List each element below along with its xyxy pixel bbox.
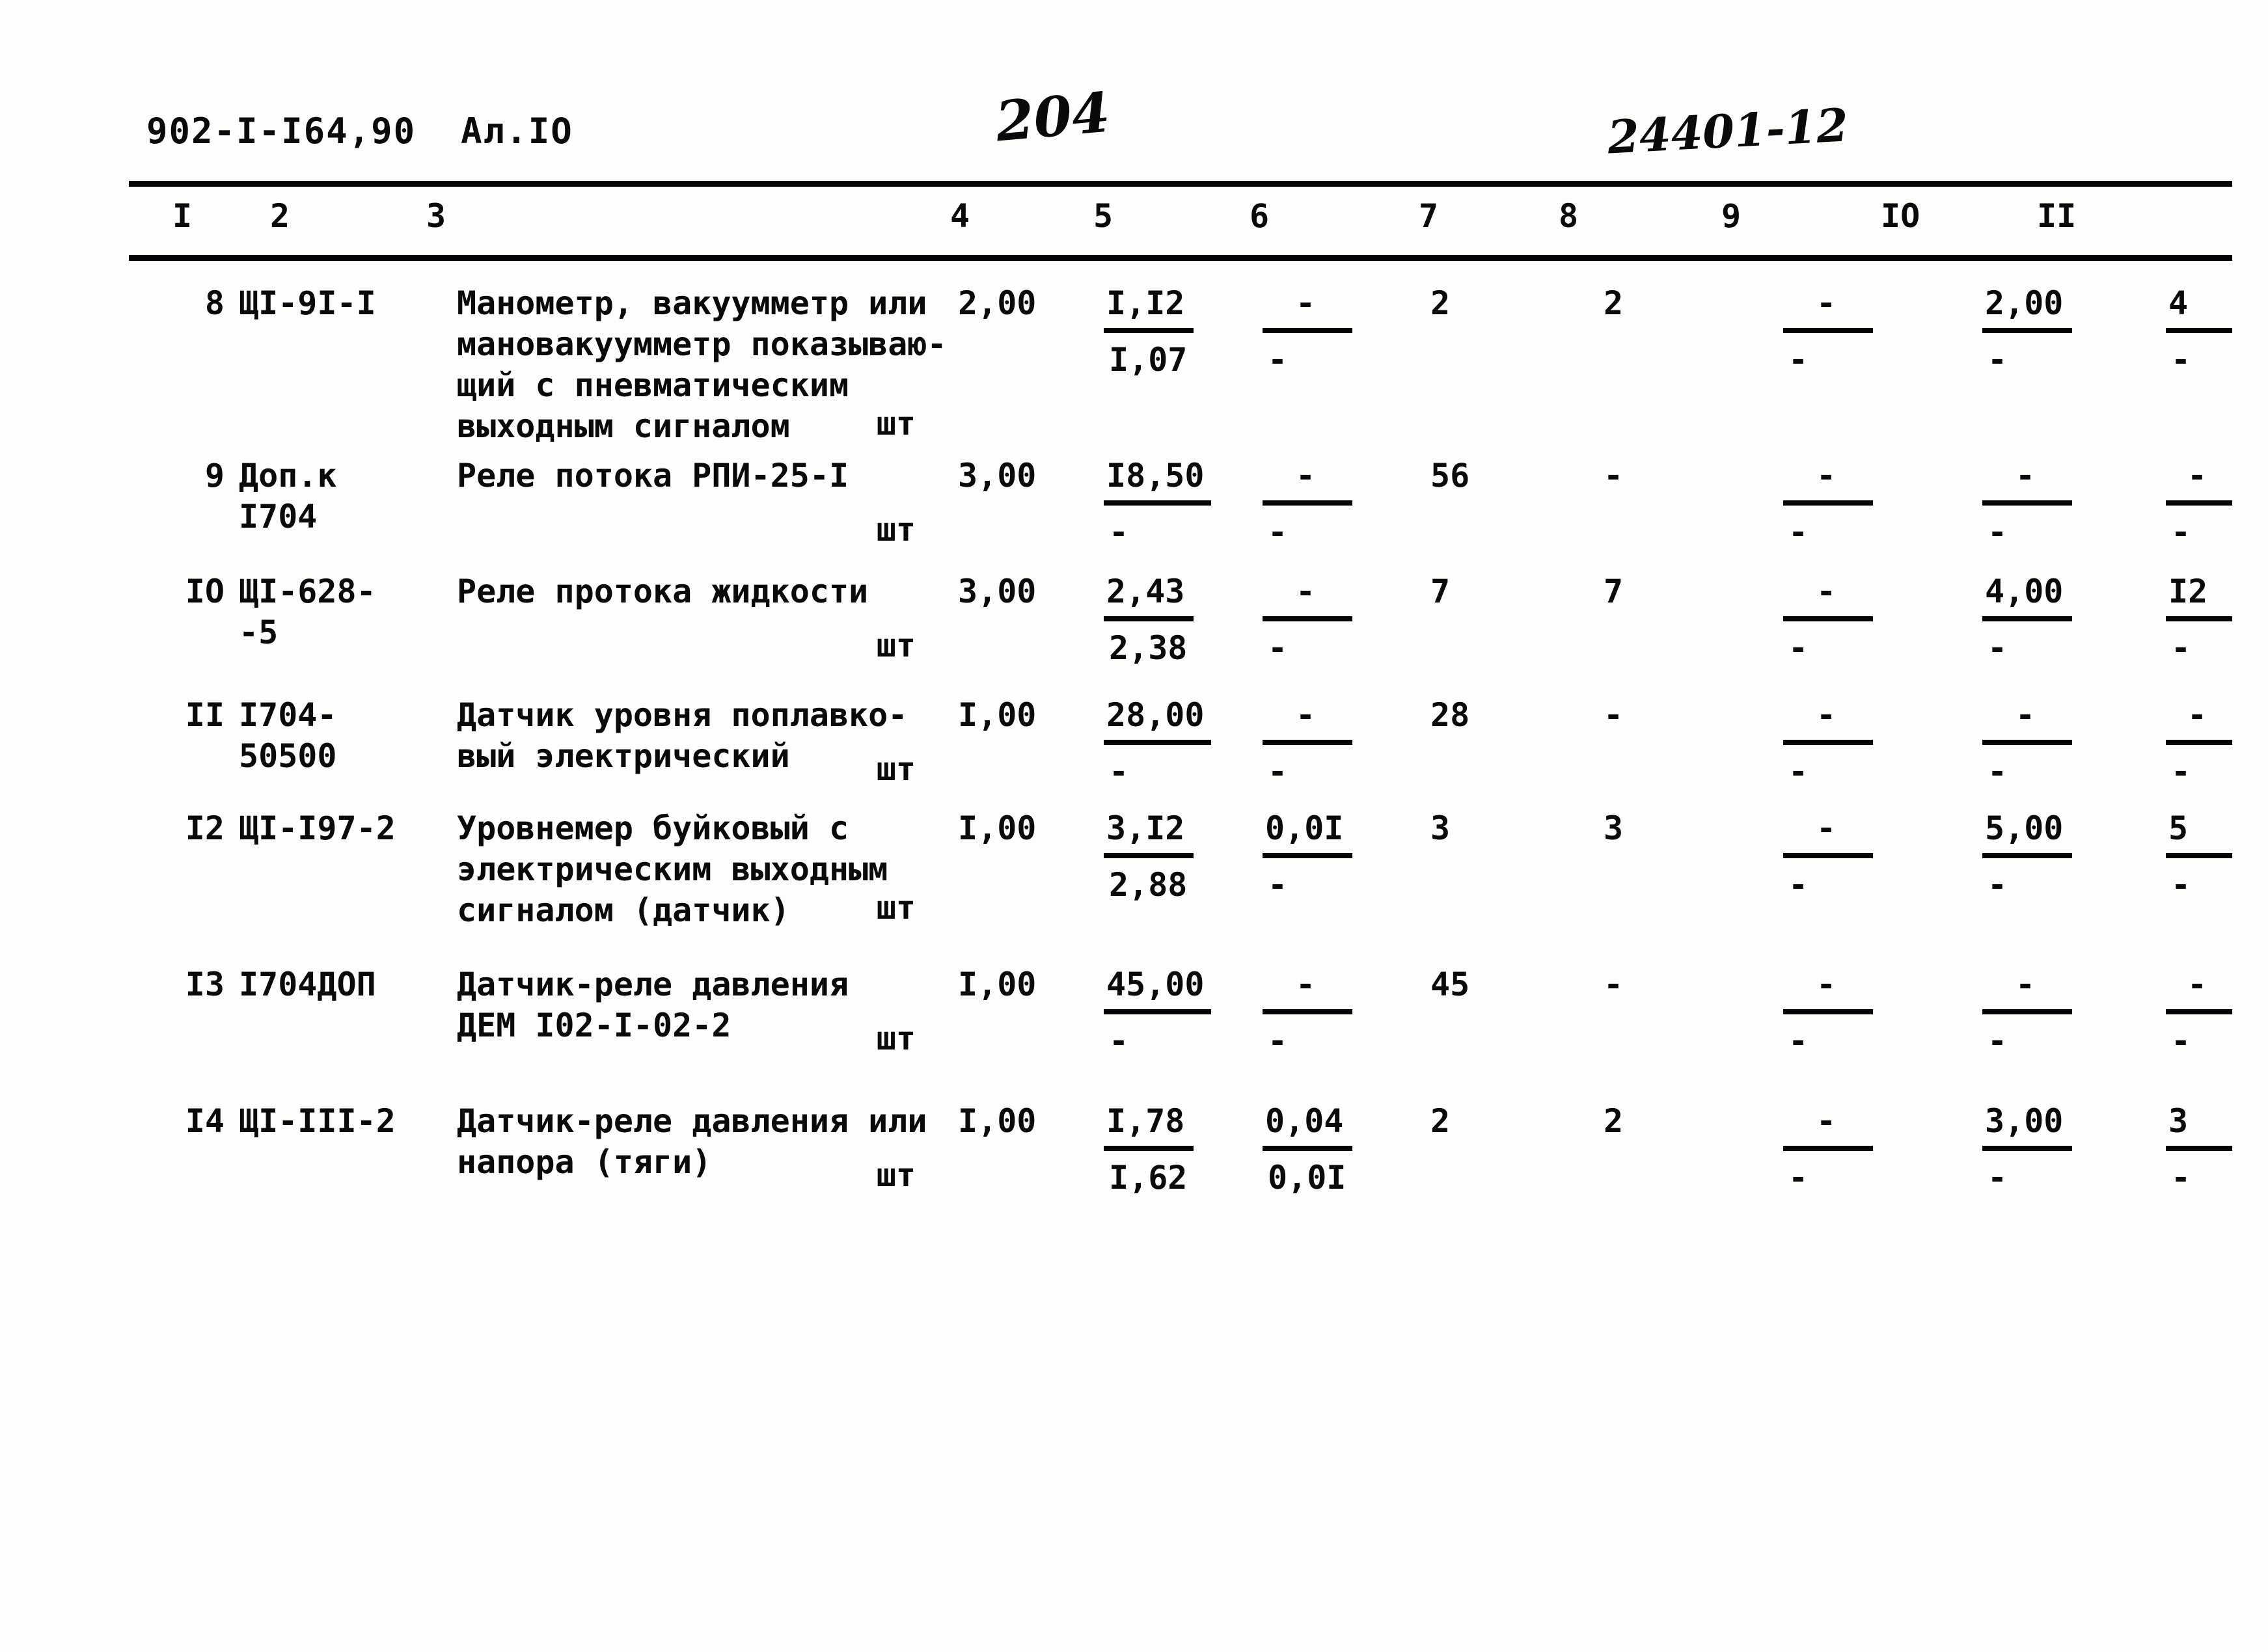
underlined-value: - xyxy=(1783,808,1873,858)
row-description-cell xyxy=(457,283,951,447)
cell-col9 xyxy=(1753,455,1946,553)
cell-col4: 2,00 xyxy=(958,284,1037,322)
cell-col7: 2 xyxy=(1430,1102,1451,1140)
underlined-value: 2,00 xyxy=(1982,283,2072,333)
cell-col9 xyxy=(1753,571,1946,669)
cell-col7: 2 xyxy=(1430,284,1451,322)
row-code xyxy=(239,695,457,792)
row-description-cell xyxy=(457,964,951,1062)
cell-col10 xyxy=(1946,808,2158,931)
fraction-bottom: - xyxy=(2171,1022,2191,1060)
cell-col9 xyxy=(1753,964,1946,1062)
underlined-value: - xyxy=(1263,455,1352,506)
text-line: I704 xyxy=(239,498,318,535)
cell-col8: 2 xyxy=(1604,284,1624,322)
fraction-bottom: 2,88 xyxy=(1109,866,1188,904)
fraction-top xyxy=(1982,808,2158,858)
cell-col6 xyxy=(1260,695,1412,792)
row-unit: шт xyxy=(876,889,916,927)
cell-col11 xyxy=(2158,964,2268,1062)
cell-col9 xyxy=(1753,808,1946,931)
row-code xyxy=(239,808,457,931)
row-description-cell xyxy=(457,808,951,931)
cell-col5 xyxy=(1101,808,1260,931)
fraction-bottom: - xyxy=(1268,1022,1288,1060)
column-header-2: 2 xyxy=(270,197,290,235)
fraction-top xyxy=(1783,1101,1946,1151)
table-row xyxy=(166,571,2268,669)
text-line: щий с пневматическим xyxy=(457,366,849,404)
fraction-bottom: - xyxy=(1268,629,1288,667)
underlined-value: - xyxy=(1263,283,1352,333)
cell-col4: I,00 xyxy=(958,966,1037,1003)
cell-col8: - xyxy=(1604,457,1624,494)
underlined-value: - xyxy=(1263,695,1352,745)
fraction-top xyxy=(1263,808,1412,858)
table-row xyxy=(166,695,2268,792)
fraction-bottom: - xyxy=(2171,341,2191,379)
row-number: 9 xyxy=(204,457,225,494)
table-header-rule xyxy=(129,255,2232,261)
cell-col6 xyxy=(1260,571,1412,669)
fraction-top xyxy=(1783,283,1946,333)
text-line: -5 xyxy=(239,614,279,651)
text-line: ЩI-628- xyxy=(239,573,376,610)
underlined-value: - xyxy=(1263,571,1352,621)
cell-col5 xyxy=(1101,283,1260,447)
text-line: Доп.к xyxy=(239,457,337,494)
underlined-value: 0,0I xyxy=(1263,808,1352,858)
fraction-top xyxy=(1263,571,1412,621)
fraction-bottom: - xyxy=(1268,513,1288,551)
underlined-value: - xyxy=(1783,283,1873,333)
table-top-rule xyxy=(129,181,2232,187)
row-number: I3 xyxy=(185,966,225,1003)
column-header-11: II xyxy=(2037,197,2077,235)
fraction-bottom: - xyxy=(1788,341,1809,379)
column-header-1: I xyxy=(172,197,193,235)
fraction-top xyxy=(2166,695,2268,745)
column-header-4: 4 xyxy=(950,197,970,235)
underlined-value: - xyxy=(2166,964,2232,1014)
cell-col4: I,00 xyxy=(958,696,1037,734)
cell-col7: 56 xyxy=(1430,457,1470,494)
cell-col10 xyxy=(1946,571,2158,669)
fraction-bottom: - xyxy=(1788,1022,1809,1060)
text-line: выходным сигналом xyxy=(457,407,790,445)
cell-col5 xyxy=(1101,455,1260,553)
row-code xyxy=(239,283,457,447)
fraction-top xyxy=(1982,964,2158,1014)
text-line: Уровнемер буйковый с xyxy=(457,809,849,847)
fraction-bottom: - xyxy=(1268,341,1288,379)
row-number: 8 xyxy=(204,284,225,322)
fraction-bottom: - xyxy=(1788,753,1809,791)
table-row xyxy=(166,964,2268,1062)
text-line: I704ДОП xyxy=(239,966,376,1003)
row-description-cell xyxy=(457,1101,951,1198)
column-header-7: 7 xyxy=(1419,197,1439,235)
fraction-bottom: 2,38 xyxy=(1109,629,1188,667)
underlined-value: I2 xyxy=(2166,571,2232,621)
underlined-value: 3,I2 xyxy=(1104,808,1194,858)
cell-col9 xyxy=(1753,283,1946,447)
row-description-cell xyxy=(457,571,951,669)
row-description-cell xyxy=(457,455,951,553)
text-line: Датчик уровня поплавко- xyxy=(457,696,908,734)
underlined-value: - xyxy=(1783,964,1873,1014)
text-line: I704- xyxy=(239,696,337,734)
cell-col9 xyxy=(1753,695,1946,792)
row-description xyxy=(457,571,951,612)
fraction-top xyxy=(1982,455,2158,506)
underlined-value: - xyxy=(1783,1101,1873,1151)
text-line: Реле потока РПИ-25-I xyxy=(457,457,849,494)
fraction-top xyxy=(1783,964,1946,1014)
cell-col10 xyxy=(1946,695,2158,792)
fraction-top xyxy=(1104,283,1260,333)
row-code xyxy=(239,964,457,1062)
underlined-value: - xyxy=(2166,455,2232,506)
column-header-9: 9 xyxy=(1721,197,1742,235)
text-line: мановакуумметр показываю- xyxy=(457,325,947,363)
cell-col11 xyxy=(2158,808,2268,931)
underlined-value: 4 xyxy=(2166,283,2232,333)
cell-col5 xyxy=(1101,571,1260,669)
row-number: IO xyxy=(185,573,225,610)
underlined-value: - xyxy=(1982,695,2072,745)
row-number: II xyxy=(185,696,225,734)
row-unit: шт xyxy=(876,405,916,442)
cell-col8: - xyxy=(1604,696,1624,734)
text-line: сигналом (датчик) xyxy=(457,891,790,929)
text-line: ЩI-III-2 xyxy=(239,1102,396,1140)
text-line: ДЕМ I02-I-02-2 xyxy=(457,1007,731,1044)
text-line: Манометр, вакуумметр или xyxy=(457,284,927,322)
cell-col8: 2 xyxy=(1604,1102,1624,1140)
fraction-bottom: 0,0I xyxy=(1268,1159,1346,1197)
fraction-bottom: - xyxy=(1988,341,2008,379)
underlined-value: 4,00 xyxy=(1982,571,2072,621)
fraction-bottom: - xyxy=(1988,753,2008,791)
row-description-cell xyxy=(457,695,951,792)
fraction-bottom: I,62 xyxy=(1109,1159,1188,1197)
fraction-top xyxy=(1263,455,1412,506)
fraction-top xyxy=(2166,571,2268,621)
fraction-bottom: - xyxy=(2171,753,2191,791)
fraction-top xyxy=(1104,808,1260,858)
fraction-top xyxy=(2166,1101,2268,1151)
table-row xyxy=(166,808,2268,931)
text-line: Датчик-реле давления или xyxy=(457,1102,927,1140)
cell-col11 xyxy=(2158,1101,2268,1198)
row-unit: шт xyxy=(876,511,916,548)
cell-col4: I,00 xyxy=(958,1102,1037,1140)
text-line: Датчик-реле давления xyxy=(457,966,849,1003)
cell-col11 xyxy=(2158,695,2268,792)
fraction-bottom: - xyxy=(1988,866,2008,904)
cell-col4: 3,00 xyxy=(958,573,1037,610)
underlined-value: I,I2 xyxy=(1104,283,1194,333)
underlined-value: 45,00 xyxy=(1104,964,1211,1014)
text-line: напора (тяги) xyxy=(457,1143,712,1181)
underlined-value: - xyxy=(1783,455,1873,506)
cell-col7: 28 xyxy=(1430,696,1470,734)
text-line: электрическим выходным xyxy=(457,850,888,888)
fraction-top xyxy=(1263,964,1412,1014)
cell-col6 xyxy=(1260,1101,1412,1198)
cell-col6 xyxy=(1260,283,1412,447)
fraction-top xyxy=(1104,964,1260,1014)
underlined-value: 5 xyxy=(2166,808,2232,858)
cell-col10 xyxy=(1946,283,2158,447)
table-row xyxy=(166,1101,2268,1198)
cell-col6 xyxy=(1260,808,1412,931)
fraction-top xyxy=(1263,283,1412,333)
table-row xyxy=(166,283,2268,447)
underlined-value: 0,04 xyxy=(1263,1101,1352,1151)
fraction-bottom: - xyxy=(2171,866,2191,904)
cell-col5 xyxy=(1101,964,1260,1062)
text-line: ЩI-9I-I xyxy=(239,284,376,322)
fraction-bottom: - xyxy=(1988,1159,2008,1197)
fraction-bottom: - xyxy=(2171,513,2191,551)
fraction-bottom: - xyxy=(1268,753,1288,791)
fraction-top xyxy=(1783,571,1946,621)
cell-col8: 3 xyxy=(1604,809,1624,847)
fraction-top xyxy=(2166,283,2268,333)
doc-id-spacer xyxy=(416,111,461,152)
row-code xyxy=(239,571,457,669)
fraction-bottom: I,07 xyxy=(1109,341,1188,379)
column-header-5: 5 xyxy=(1093,197,1114,235)
row-unit: шт xyxy=(876,750,916,788)
fraction-bottom: - xyxy=(2171,629,2191,667)
fraction-bottom: - xyxy=(1988,1022,2008,1060)
cell-col11 xyxy=(2158,455,2268,553)
fraction-bottom: - xyxy=(1109,753,1129,791)
cell-col6 xyxy=(1260,455,1412,553)
fraction-top xyxy=(1263,1101,1412,1151)
fraction-bottom: - xyxy=(1268,866,1288,904)
row-number: I4 xyxy=(185,1102,225,1140)
underlined-value: - xyxy=(1783,695,1873,745)
fraction-top xyxy=(1104,1101,1260,1151)
column-header-10: IO xyxy=(1881,197,1920,235)
column-header-6: 6 xyxy=(1250,197,1270,235)
row-unit: шт xyxy=(876,1156,916,1194)
document-number xyxy=(146,111,573,152)
underlined-value: 3,00 xyxy=(1982,1101,2072,1151)
row-code xyxy=(239,1101,457,1198)
cell-col6 xyxy=(1260,964,1412,1062)
cell-col9 xyxy=(1753,1101,1946,1198)
cell-col5 xyxy=(1101,695,1260,792)
cell-col10 xyxy=(1946,1101,2158,1198)
cell-col7: 7 xyxy=(1430,573,1451,610)
fraction-bottom: - xyxy=(1788,1159,1809,1197)
underlined-value: - xyxy=(1982,455,2072,506)
row-number: I2 xyxy=(185,809,225,847)
cell-col4: I,00 xyxy=(958,809,1037,847)
handwritten-stamp-number: 24401-12 xyxy=(1606,98,1850,165)
underlined-value: 2,43 xyxy=(1104,571,1194,621)
row-unit: шт xyxy=(876,1020,916,1057)
fraction-top xyxy=(2166,455,2268,506)
fraction-top xyxy=(2166,808,2268,858)
row-code xyxy=(239,455,457,553)
cell-col5 xyxy=(1101,1101,1260,1198)
fraction-top xyxy=(1982,1101,2158,1151)
underlined-value: - xyxy=(1783,571,1873,621)
cell-col8: 7 xyxy=(1604,573,1624,610)
table-row xyxy=(166,455,2268,553)
fraction-top xyxy=(1783,455,1946,506)
underlined-value: - xyxy=(1982,964,2072,1014)
text-line: 50500 xyxy=(239,737,337,775)
fraction-bottom: - xyxy=(1988,513,2008,551)
fraction-top xyxy=(1982,571,2158,621)
text-line: ЩI-I97-2 xyxy=(239,809,396,847)
underlined-value: 5,00 xyxy=(1982,808,2072,858)
fraction-bottom: - xyxy=(1109,1022,1129,1060)
cell-col10 xyxy=(1946,455,2158,553)
fraction-top xyxy=(1783,695,1946,745)
sheet-number: Ал.IO xyxy=(461,111,573,152)
text-line: вый электрический xyxy=(457,737,790,775)
cell-col4: 3,00 xyxy=(958,457,1037,494)
fraction-top xyxy=(1982,695,2158,745)
cell-col11 xyxy=(2158,571,2268,669)
cell-col11 xyxy=(2158,283,2268,447)
underlined-value: 3 xyxy=(2166,1101,2232,1151)
handwritten-page-number: 204 xyxy=(993,79,1113,154)
fraction-bottom: - xyxy=(1109,513,1129,551)
cell-col10 xyxy=(1946,964,2158,1062)
fraction-bottom: - xyxy=(1788,866,1809,904)
row-unit: шт xyxy=(876,627,916,664)
fraction-top xyxy=(1104,455,1260,506)
underlined-value: 28,00 xyxy=(1104,695,1211,745)
fraction-top xyxy=(1104,571,1260,621)
fraction-top xyxy=(1104,695,1260,745)
underlined-value: I,78 xyxy=(1104,1101,1194,1151)
column-header-8: 8 xyxy=(1559,197,1579,235)
fraction-bottom: - xyxy=(2171,1159,2191,1197)
fraction-bottom: - xyxy=(1788,513,1809,551)
column-header-3: 3 xyxy=(426,197,446,235)
text-line: Реле протока жидкости xyxy=(457,573,869,610)
cell-col7: 3 xyxy=(1430,809,1451,847)
underlined-value: - xyxy=(2166,695,2232,745)
fraction-top xyxy=(1263,695,1412,745)
cell-col8: - xyxy=(1604,966,1624,1003)
fraction-top xyxy=(1783,808,1946,858)
fraction-top xyxy=(1982,283,2158,333)
cell-col7: 45 xyxy=(1430,966,1470,1003)
underlined-value: I8,50 xyxy=(1104,455,1211,506)
fraction-bottom: - xyxy=(1788,629,1809,667)
fraction-top xyxy=(2166,964,2268,1014)
fraction-bottom: - xyxy=(1988,629,2008,667)
doc-number-text: 902-I-I64,90 xyxy=(146,111,417,152)
row-description xyxy=(457,455,951,496)
underlined-value: - xyxy=(1263,964,1352,1014)
